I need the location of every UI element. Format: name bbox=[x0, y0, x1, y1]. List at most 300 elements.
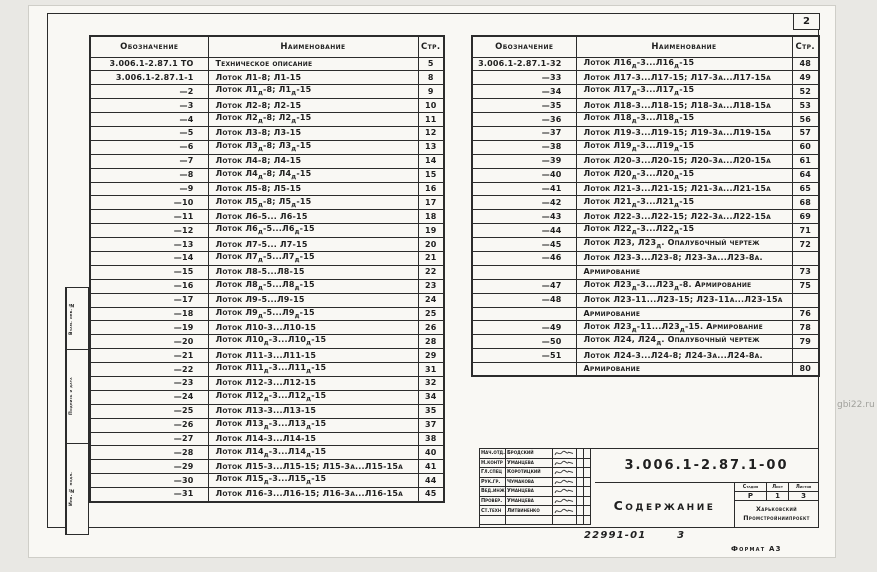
name-cell: Коротицкий bbox=[506, 468, 553, 478]
format-label: Формат А3 bbox=[731, 545, 782, 553]
signature-scribble bbox=[554, 449, 574, 457]
name-cell: Лоток $Л12_д-3...Л12_д-15$ bbox=[208, 390, 418, 404]
empty-cell bbox=[577, 468, 584, 478]
side-stamp-label: Подпись и дата bbox=[66, 350, 76, 443]
signature-scribble bbox=[554, 468, 574, 476]
name-cell: Лоток Л11-3...Л11-15 bbox=[208, 349, 418, 363]
table-row bbox=[472, 265, 819, 279]
page-cell: 14 bbox=[418, 154, 444, 168]
name-cell: Лоток $Л6_д-5...Л6_д-15$ bbox=[208, 224, 418, 238]
page-cell: 12 bbox=[418, 126, 444, 140]
table-row bbox=[472, 293, 819, 307]
name-cell: Лоток Л2-8; Л2-15 bbox=[208, 99, 418, 113]
designation-cell: —28 bbox=[90, 446, 208, 460]
table-row bbox=[472, 279, 819, 293]
name-cell: Лоток $Л23_д-3...Л23_д-8$. Армирование bbox=[576, 279, 792, 293]
table-row bbox=[90, 126, 444, 140]
name-cell: Лоток Л12-3...Л12-15 bbox=[208, 376, 418, 390]
table-row bbox=[90, 238, 444, 252]
name-cell: Бродский bbox=[506, 449, 553, 459]
table-row bbox=[90, 154, 444, 168]
designation-cell: —29 bbox=[90, 460, 208, 474]
table-row bbox=[90, 71, 444, 85]
page-cell: 32 bbox=[418, 376, 444, 390]
table-header-row bbox=[472, 36, 819, 57]
page-cell: 45 bbox=[418, 488, 444, 502]
side-stamp-cell bbox=[66, 350, 88, 444]
designation-cell: —4 bbox=[90, 113, 208, 127]
name-cell: Лоток $Л17_д-3...Л17_д-15$ bbox=[576, 85, 792, 99]
name-cell: Чумакова bbox=[506, 478, 553, 488]
designation-cell: —12 bbox=[90, 224, 208, 238]
name-cell: Лоток Л5-8; Л5-15 bbox=[208, 182, 418, 196]
page-cell: 56 bbox=[792, 113, 819, 127]
designation-cell: —25 bbox=[90, 404, 208, 418]
name-cell: Армирование bbox=[576, 363, 792, 377]
designation-cell: —10 bbox=[90, 196, 208, 210]
page-cell: 48 bbox=[792, 57, 819, 71]
page-cell: 61 bbox=[792, 154, 819, 168]
empty-cell bbox=[577, 487, 584, 497]
page-cell: 73 bbox=[792, 265, 819, 279]
empty-cell bbox=[584, 459, 591, 469]
page-cell: 35 bbox=[418, 404, 444, 418]
designation-cell: —44 bbox=[472, 224, 576, 238]
name-cell: Лоток $Л21_д-3...Л21_д-15$ bbox=[576, 196, 792, 210]
name-cell: Лоток $Л3_д-8$; $Л3_д-15$ bbox=[208, 140, 418, 154]
name-cell: Уманцева bbox=[506, 497, 553, 507]
page-cell: 31 bbox=[418, 363, 444, 377]
name-cell: Лоток Л14-3...Л14-15 bbox=[208, 432, 418, 446]
page-cell: 79 bbox=[792, 335, 819, 349]
name-cell: Лоток Л3-8; Л3-15 bbox=[208, 126, 418, 140]
page-cell: 20 bbox=[418, 238, 444, 252]
name-cell: Литвиненко bbox=[506, 506, 553, 516]
designation-cell bbox=[472, 363, 576, 377]
table-row bbox=[472, 251, 819, 265]
designation-cell: —43 bbox=[472, 210, 576, 224]
table-row bbox=[90, 474, 444, 488]
name-cell: Лоток $Л22_д-3...Л22_д-15$ bbox=[576, 224, 792, 238]
table-row bbox=[472, 224, 819, 238]
watermark: gbi22.ru bbox=[837, 400, 875, 410]
designation-cell: —35 bbox=[472, 99, 576, 113]
name-cell: Лоток $Л5_д-8$; $Л5_д-15$ bbox=[208, 196, 418, 210]
name-cell: Армирование bbox=[576, 265, 792, 279]
designation-cell: —49 bbox=[472, 321, 576, 335]
empty-cell bbox=[584, 506, 591, 516]
page-cell: 10 bbox=[418, 99, 444, 113]
name-cell: Лоток Л6-5... Л6-15 bbox=[208, 210, 418, 224]
side-stamp-cell bbox=[66, 288, 88, 350]
name-cell: Лоток Л23, $Л23_д$. Опалубочный чертеж bbox=[576, 238, 792, 252]
page-cell: 53 bbox=[792, 99, 819, 113]
document-number: 3.006.1-2.87.1-00 bbox=[595, 449, 818, 483]
name-cell: Лоток Л17-3...Л17-15; Л17-3а...Л17-15а bbox=[576, 71, 792, 85]
designation-cell: —16 bbox=[90, 279, 208, 293]
table-row bbox=[90, 432, 444, 446]
name-cell: Лоток Л7-5... Л7-15 bbox=[208, 238, 418, 252]
signature-cell bbox=[553, 497, 577, 507]
page-cell: 18 bbox=[418, 210, 444, 224]
page-cell: 34 bbox=[418, 390, 444, 404]
table-row bbox=[472, 154, 819, 168]
name-cell: Лоток Л23-11...Л23-15; Л23-11а...Л23-15а bbox=[576, 293, 792, 307]
designation-cell: —33 bbox=[472, 71, 576, 85]
empty-cell bbox=[577, 459, 584, 469]
name-cell: Лоток $Л2_д-8$; $Л2_д-15$ bbox=[208, 113, 418, 127]
designation-cell: —23 bbox=[90, 376, 208, 390]
table-row bbox=[90, 265, 444, 279]
empty-cell bbox=[584, 478, 591, 488]
empty-cell bbox=[584, 487, 591, 497]
designation-cell: —19 bbox=[90, 321, 208, 335]
signature-scribble bbox=[554, 497, 574, 505]
table-row bbox=[472, 57, 819, 71]
document-code bbox=[584, 530, 685, 541]
drawing-sheet bbox=[28, 5, 836, 558]
signature-scribble bbox=[554, 478, 574, 486]
name-cell: Лоток $Л23_д-11...Л23_д-15$. Армирование bbox=[576, 321, 792, 335]
name-cell: Лоток Л21-3...Л21-15; Л21-3а...Л21-15а bbox=[576, 182, 792, 196]
name-cell: Лоток $Л4_д-8$; $Л4_д-15$ bbox=[208, 168, 418, 182]
name-cell: Лоток Л23-3...Л23-8; Л23-3а...Л23-8а. bbox=[576, 251, 792, 265]
name-cell: Лоток $Л9_д-5...Л9_д-15$ bbox=[208, 307, 418, 321]
name-cell: Лоток $Л19_д-3...Л19_д-15$ bbox=[576, 140, 792, 154]
page-cell: 72 bbox=[792, 238, 819, 252]
designation-cell: 3.006.1-2.87.1 ТО bbox=[90, 57, 208, 71]
name-cell: Лоток Л20-3...Л20-15; Л20-3а...Л20-15а bbox=[576, 154, 792, 168]
stage-value: Р bbox=[735, 492, 767, 501]
designation-cell: —27 bbox=[90, 432, 208, 446]
signature-cell bbox=[553, 459, 577, 469]
designation-cell: —13 bbox=[90, 238, 208, 252]
table-row bbox=[90, 307, 444, 321]
page-cell: 69 bbox=[792, 210, 819, 224]
page-header: Стр. bbox=[792, 36, 819, 57]
sheets-value: 3 bbox=[789, 492, 818, 501]
page-cell: 75 bbox=[792, 279, 819, 293]
table-row bbox=[472, 196, 819, 210]
designation-cell: —24 bbox=[90, 390, 208, 404]
table-row bbox=[90, 57, 444, 71]
page-cell: 37 bbox=[418, 418, 444, 432]
designation-cell: —46 bbox=[472, 251, 576, 265]
name-cell: Лоток Л9-5...Л9-15 bbox=[208, 293, 418, 307]
page-cell: 40 bbox=[418, 446, 444, 460]
role-cell: Нач.отд. bbox=[480, 449, 506, 459]
table-row bbox=[472, 71, 819, 85]
document-code-number: 22991-01 bbox=[584, 530, 647, 541]
name-cell: Лоток Л15-3...Л15-15; Л15-3а...Л15-15а bbox=[208, 460, 418, 474]
designation-cell: —34 bbox=[472, 85, 576, 99]
page-cell: 5 bbox=[418, 57, 444, 71]
page-cell: 26 bbox=[418, 321, 444, 335]
name-cell: Лоток $Л1_д-8$; $Л1_д-15$ bbox=[208, 85, 418, 99]
sheets-label: Листов bbox=[789, 483, 818, 492]
page-cell: 78 bbox=[792, 321, 819, 335]
table-row bbox=[472, 307, 819, 321]
designation-cell: —31 bbox=[90, 488, 208, 502]
page-cell: 9 bbox=[418, 85, 444, 99]
name-cell: Лоток $Л16_д-3...Л16_д-15$ bbox=[576, 57, 792, 71]
designation-cell: —40 bbox=[472, 168, 576, 182]
name-cell: Лоток Л24-3...Л24-8; Л24-3а...Л24-8а. bbox=[576, 349, 792, 363]
stage-and-org bbox=[734, 483, 818, 527]
table-row bbox=[90, 224, 444, 238]
page-cell: 68 bbox=[792, 196, 819, 210]
table-row bbox=[472, 349, 819, 363]
table-row bbox=[472, 363, 819, 377]
name-cell: Лоток $Л11_д-3...Л11_д-15$ bbox=[208, 363, 418, 377]
table-row bbox=[90, 182, 444, 196]
designation-cell: —47 bbox=[472, 279, 576, 293]
empty-cell bbox=[584, 449, 591, 459]
organization-name: Харьковский Промстройниипроект bbox=[743, 505, 810, 522]
page-cell: 25 bbox=[418, 307, 444, 321]
page-cell: 17 bbox=[418, 196, 444, 210]
designation-cell: —8 bbox=[90, 168, 208, 182]
page-cell: 76 bbox=[792, 307, 819, 321]
table-row bbox=[90, 418, 444, 432]
table-row bbox=[90, 321, 444, 335]
side-stamp-column bbox=[65, 287, 89, 535]
name-cell: Лоток Л24, $Л24_д$. Опалубочный чертеж bbox=[576, 335, 792, 349]
page-cell: 21 bbox=[418, 251, 444, 265]
signature-scribble bbox=[554, 507, 574, 515]
designation-cell: —11 bbox=[90, 210, 208, 224]
table-row bbox=[472, 168, 819, 182]
stage-label: Стадия bbox=[735, 483, 767, 492]
role-cell: Провер. bbox=[480, 497, 506, 507]
table-row bbox=[472, 182, 819, 196]
designation-cell: —15 bbox=[90, 265, 208, 279]
signature-scribble bbox=[554, 459, 574, 467]
table-row bbox=[472, 140, 819, 154]
sheet-page-number-box bbox=[793, 13, 820, 30]
table-row bbox=[90, 349, 444, 363]
contents-table-left bbox=[89, 35, 445, 503]
table-row bbox=[90, 293, 444, 307]
designation-cell: —39 bbox=[472, 154, 576, 168]
table-row bbox=[472, 238, 819, 252]
title-block-roles bbox=[480, 449, 595, 527]
page-cell: 80 bbox=[792, 363, 819, 377]
table-row bbox=[472, 321, 819, 335]
page-cell: 41 bbox=[418, 460, 444, 474]
name-cell: Лоток Л16-3...Л16-15; Л16-3а...Л16-15а bbox=[208, 488, 418, 502]
signature-cell bbox=[553, 468, 577, 478]
page-cell: 19 bbox=[418, 224, 444, 238]
page-cell bbox=[792, 293, 819, 307]
signature-cell bbox=[553, 516, 577, 526]
designation-cell: —5 bbox=[90, 126, 208, 140]
table-row bbox=[472, 99, 819, 113]
designation-cell: —41 bbox=[472, 182, 576, 196]
designation-cell: —14 bbox=[90, 251, 208, 265]
table-row bbox=[90, 113, 444, 127]
designation-cell: —2 bbox=[90, 85, 208, 99]
name-cell: Лоток Л10-3...Л10-15 bbox=[208, 321, 418, 335]
designation-header: Обозначение bbox=[90, 36, 208, 57]
page-cell: 60 bbox=[792, 140, 819, 154]
page-cell: 49 bbox=[792, 71, 819, 85]
contents-table-right bbox=[471, 35, 820, 377]
page-cell: 65 bbox=[792, 182, 819, 196]
name-cell: Лоток Л4-8; Л4-15 bbox=[208, 154, 418, 168]
designation-cell: —48 bbox=[472, 293, 576, 307]
sheet-page-number: 2 bbox=[803, 16, 810, 27]
table-row bbox=[90, 446, 444, 460]
table-row bbox=[90, 279, 444, 293]
signature-cell bbox=[553, 478, 577, 488]
name-cell: Лоток $Л15_д-3...Л15_д-15$ bbox=[208, 474, 418, 488]
page-cell: 64 bbox=[792, 168, 819, 182]
page-cell: 29 bbox=[418, 349, 444, 363]
page-cell: 57 bbox=[792, 126, 819, 140]
table-row bbox=[90, 196, 444, 210]
name-cell: Армирование bbox=[576, 307, 792, 321]
signature-scribble bbox=[554, 487, 574, 495]
table-row bbox=[472, 85, 819, 99]
table-row bbox=[90, 363, 444, 377]
designation-cell: —9 bbox=[90, 182, 208, 196]
signature-cell bbox=[553, 449, 577, 459]
table-row bbox=[90, 404, 444, 418]
designation-cell: —21 bbox=[90, 349, 208, 363]
designation-cell: —6 bbox=[90, 140, 208, 154]
designation-cell bbox=[472, 265, 576, 279]
designation-cell: —45 bbox=[472, 238, 576, 252]
page-cell: 11 bbox=[418, 113, 444, 127]
page-cell: 28 bbox=[418, 335, 444, 349]
table-row bbox=[90, 85, 444, 99]
page-cell: 44 bbox=[418, 474, 444, 488]
designation-cell: —17 bbox=[90, 293, 208, 307]
designation-cell: 3.006.1-2.87.1-32 bbox=[472, 57, 576, 71]
page-cell: 16 bbox=[418, 182, 444, 196]
role-cell bbox=[480, 516, 506, 526]
designation-cell: —20 bbox=[90, 335, 208, 349]
title-block bbox=[479, 448, 819, 528]
name-cell: Лоток Л1-8; Л1-15 bbox=[208, 71, 418, 85]
role-cell: Н.контр bbox=[480, 459, 506, 469]
empty-cell bbox=[577, 478, 584, 488]
designation-cell: 3.006.1-2.87.1-1 bbox=[90, 71, 208, 85]
table-row bbox=[90, 460, 444, 474]
page-cell: 23 bbox=[418, 279, 444, 293]
table-header-row bbox=[90, 36, 444, 57]
empty-cell bbox=[577, 449, 584, 459]
name-cell: Лоток $Л14_д-3...Л14_д-15$ bbox=[208, 446, 418, 460]
sheet-value: 1 bbox=[767, 492, 789, 501]
page-cell bbox=[792, 349, 819, 363]
page-cell: 71 bbox=[792, 224, 819, 238]
page-cell: 13 bbox=[418, 140, 444, 154]
table-row bbox=[472, 126, 819, 140]
name-cell: Лоток Л13-3...Л13-15 bbox=[208, 404, 418, 418]
name-header: Наименование bbox=[208, 36, 418, 57]
name-header: Наименование bbox=[576, 36, 792, 57]
designation-cell: —37 bbox=[472, 126, 576, 140]
sheet-label: Лист bbox=[767, 483, 789, 492]
empty-cell bbox=[577, 497, 584, 507]
name-cell: Лоток $Л20_д-3...Л20_д-15$ bbox=[576, 168, 792, 182]
page-cell: 24 bbox=[418, 293, 444, 307]
table-row bbox=[90, 488, 444, 502]
designation-cell: —51 bbox=[472, 349, 576, 363]
page-cell bbox=[792, 251, 819, 265]
table-row bbox=[90, 210, 444, 224]
table-row bbox=[90, 390, 444, 404]
page-cell: 8 bbox=[418, 71, 444, 85]
page-cell: 22 bbox=[418, 265, 444, 279]
page-cell: 15 bbox=[418, 168, 444, 182]
signature-cell bbox=[553, 487, 577, 497]
name-cell: Лоток $Л13_д-3...Л13_д-15$ bbox=[208, 418, 418, 432]
designation-cell: —30 bbox=[90, 474, 208, 488]
table-row bbox=[90, 99, 444, 113]
name-cell bbox=[506, 516, 553, 526]
name-cell: Уманцева bbox=[506, 487, 553, 497]
designation-cell: —18 bbox=[90, 307, 208, 321]
side-stamp-cell bbox=[66, 444, 88, 534]
designation-cell: —50 bbox=[472, 335, 576, 349]
empty-cell bbox=[584, 516, 591, 526]
page-cell: 52 bbox=[792, 85, 819, 99]
role-cell: Вед.инж bbox=[480, 487, 506, 497]
designation-cell bbox=[472, 307, 576, 321]
designation-cell: —36 bbox=[472, 113, 576, 127]
table-row bbox=[472, 335, 819, 349]
table-row bbox=[472, 210, 819, 224]
name-cell: Лоток Л8-5...Л8-15 bbox=[208, 265, 418, 279]
name-cell: Лоток Л18-3...Л18-15; Л18-3а...Л18-15а bbox=[576, 99, 792, 113]
designation-cell: —22 bbox=[90, 363, 208, 377]
table-row bbox=[472, 113, 819, 127]
empty-cell bbox=[577, 516, 584, 526]
table-row bbox=[90, 376, 444, 390]
name-cell: Лоток Л19-3...Л19-15; Л19-3а...Л19-15а bbox=[576, 126, 792, 140]
document-code-suffix: 3 bbox=[677, 530, 686, 541]
designation-cell: —7 bbox=[90, 154, 208, 168]
table-row bbox=[90, 335, 444, 349]
empty-cell bbox=[584, 497, 591, 507]
name-cell: Уманцева bbox=[506, 459, 553, 469]
empty-cell bbox=[584, 468, 591, 478]
name-cell: Лоток $Л10_д-3...Л10_д-15$ bbox=[208, 335, 418, 349]
name-cell: Лоток Л22-3...Л22-15; Л22-3а...Л22-15а bbox=[576, 210, 792, 224]
role-cell: Рук.гр. bbox=[480, 478, 506, 488]
side-stamp-label: Инв. № подл. bbox=[66, 444, 76, 534]
name-cell: Лоток $Л18_д-3...Л18_д-15$ bbox=[576, 113, 792, 127]
name-cell: Техническое описание bbox=[208, 57, 418, 71]
designation-cell: —42 bbox=[472, 196, 576, 210]
designation-cell: —26 bbox=[90, 418, 208, 432]
designation-cell: —38 bbox=[472, 140, 576, 154]
role-cell: Гл.спец bbox=[480, 468, 506, 478]
stage-table bbox=[735, 483, 818, 501]
designation-cell: —3 bbox=[90, 99, 208, 113]
side-stamp-label: Взам. инв. № bbox=[66, 288, 76, 349]
title-block-bottom bbox=[595, 483, 818, 527]
table-row bbox=[90, 251, 444, 265]
name-cell: Лоток $Л8_д-5...Л8_д-15$ bbox=[208, 279, 418, 293]
sheet-title: Содержание bbox=[613, 497, 716, 513]
table-row bbox=[90, 168, 444, 182]
table-row bbox=[90, 140, 444, 154]
designation-header: Обозначение bbox=[472, 36, 576, 57]
